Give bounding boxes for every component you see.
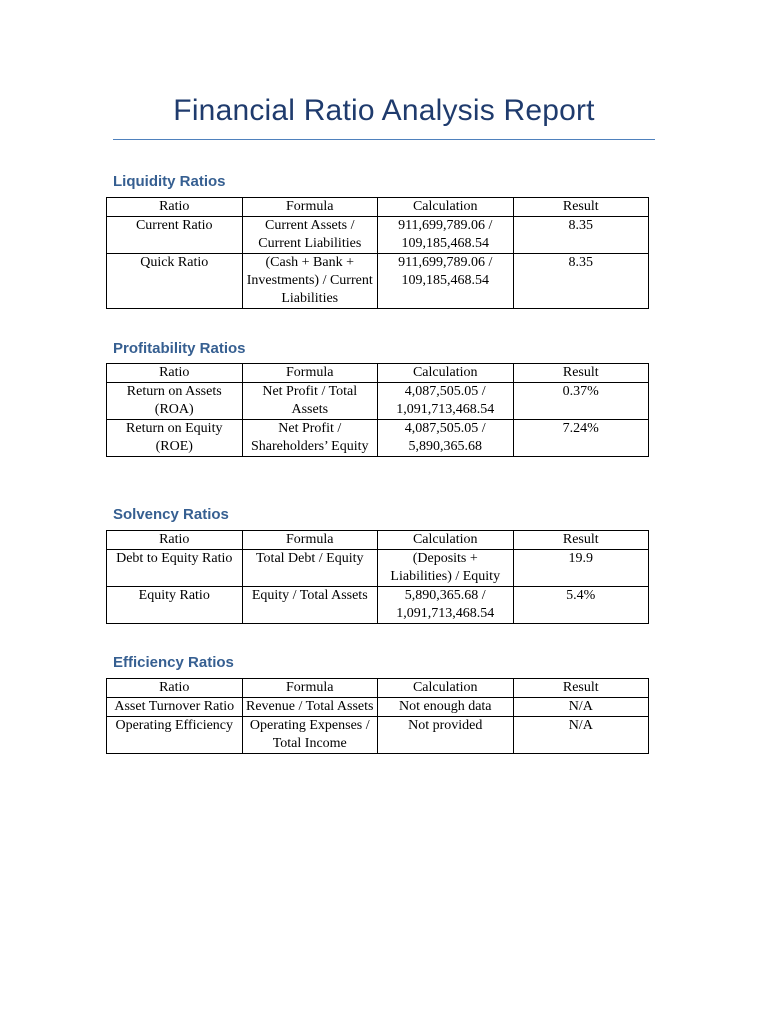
table-header-row — [107, 679, 649, 698]
cell-result: 8.35 — [513, 254, 649, 309]
cell-ratio: Quick Ratio — [107, 254, 243, 309]
cell-formula: Current Assets / Current Liabilities — [242, 217, 378, 254]
column-header-calculation: Calculation — [378, 364, 514, 383]
table-row — [107, 420, 649, 457]
column-header-formula: Formula — [242, 364, 378, 383]
cell-ratio: Debt to Equity Ratio — [107, 550, 243, 587]
section-heading-solvency: Solvency Ratios — [113, 506, 229, 523]
table-row — [107, 383, 649, 420]
cell-result: 19.9 — [513, 550, 649, 587]
cell-ratio: Operating Efficiency — [107, 717, 243, 754]
column-header-calculation: Calculation — [378, 198, 514, 217]
cell-calculation: 911,699,789.06 / 109,185,468.54 — [378, 217, 514, 254]
liquidity-ratios-table — [106, 197, 649, 309]
column-header-ratio: Ratio — [107, 364, 243, 383]
cell-formula: Revenue / Total Assets — [242, 698, 378, 717]
efficiency-ratios-table — [106, 678, 649, 754]
cell-ratio: Asset Turnover Ratio — [107, 698, 243, 717]
column-header-ratio: Ratio — [107, 531, 243, 550]
cell-formula: Total Debt / Equity — [242, 550, 378, 587]
section-heading-liquidity: Liquidity Ratios — [113, 173, 226, 190]
cell-calculation: 4,087,505.05 / 1,091,713,468.54 — [378, 383, 514, 420]
column-header-result: Result — [513, 198, 649, 217]
cell-calculation: 911,699,789.06 / 109,185,468.54 — [378, 254, 514, 309]
table-header-row — [107, 364, 649, 383]
cell-result: N/A — [513, 698, 649, 717]
column-header-ratio: Ratio — [107, 198, 243, 217]
report-title: Financial Ratio Analysis Report — [173, 94, 595, 127]
solvency-ratios-table — [106, 530, 649, 624]
table-row — [107, 217, 649, 254]
cell-calculation: 5,890,365.68 / 1,091,713,468.54 — [378, 587, 514, 624]
cell-formula: Net Profit / Total Assets — [242, 383, 378, 420]
cell-ratio: Equity Ratio — [107, 587, 243, 624]
section-heading-efficiency: Efficiency Ratios — [113, 654, 234, 671]
cell-result: 7.24% — [513, 420, 649, 457]
profitability-ratios-table — [106, 363, 649, 457]
title-underline — [113, 139, 655, 140]
cell-ratio: Return on Equity (ROE) — [107, 420, 243, 457]
column-header-result: Result — [513, 679, 649, 698]
cell-result: 5.4% — [513, 587, 649, 624]
cell-calculation: (Deposits + Liabilities) / Equity — [378, 550, 514, 587]
cell-formula: (Cash + Bank + Investments) / Current Liabilities — [242, 254, 378, 309]
cell-calculation: Not enough data — [378, 698, 514, 717]
column-header-formula: Formula — [242, 198, 378, 217]
cell-result: 8.35 — [513, 217, 649, 254]
column-header-formula: Formula — [242, 531, 378, 550]
table-row — [107, 550, 649, 587]
table-header-row — [107, 531, 649, 550]
table-row — [107, 698, 649, 717]
table-row — [107, 254, 649, 309]
cell-calculation: Not provided — [378, 717, 514, 754]
cell-formula: Operating Expenses / Total Income — [242, 717, 378, 754]
table-row — [107, 587, 649, 624]
table-row — [107, 717, 649, 754]
cell-ratio: Current Ratio — [107, 217, 243, 254]
section-heading-profitability: Profitability Ratios — [113, 340, 246, 357]
column-header-calculation: Calculation — [378, 679, 514, 698]
cell-calculation: 4,087,505.05 / 5,890,365.68 — [378, 420, 514, 457]
column-header-result: Result — [513, 531, 649, 550]
cell-ratio: Return on Assets (ROA) — [107, 383, 243, 420]
column-header-result: Result — [513, 364, 649, 383]
column-header-ratio: Ratio — [107, 679, 243, 698]
column-header-calculation: Calculation — [378, 531, 514, 550]
column-header-formula: Formula — [242, 679, 378, 698]
cell-result: 0.37% — [513, 383, 649, 420]
cell-result: N/A — [513, 717, 649, 754]
cell-formula: Net Profit / Shareholders’ Equity — [242, 420, 378, 457]
table-header-row — [107, 198, 649, 217]
cell-formula: Equity / Total Assets — [242, 587, 378, 624]
